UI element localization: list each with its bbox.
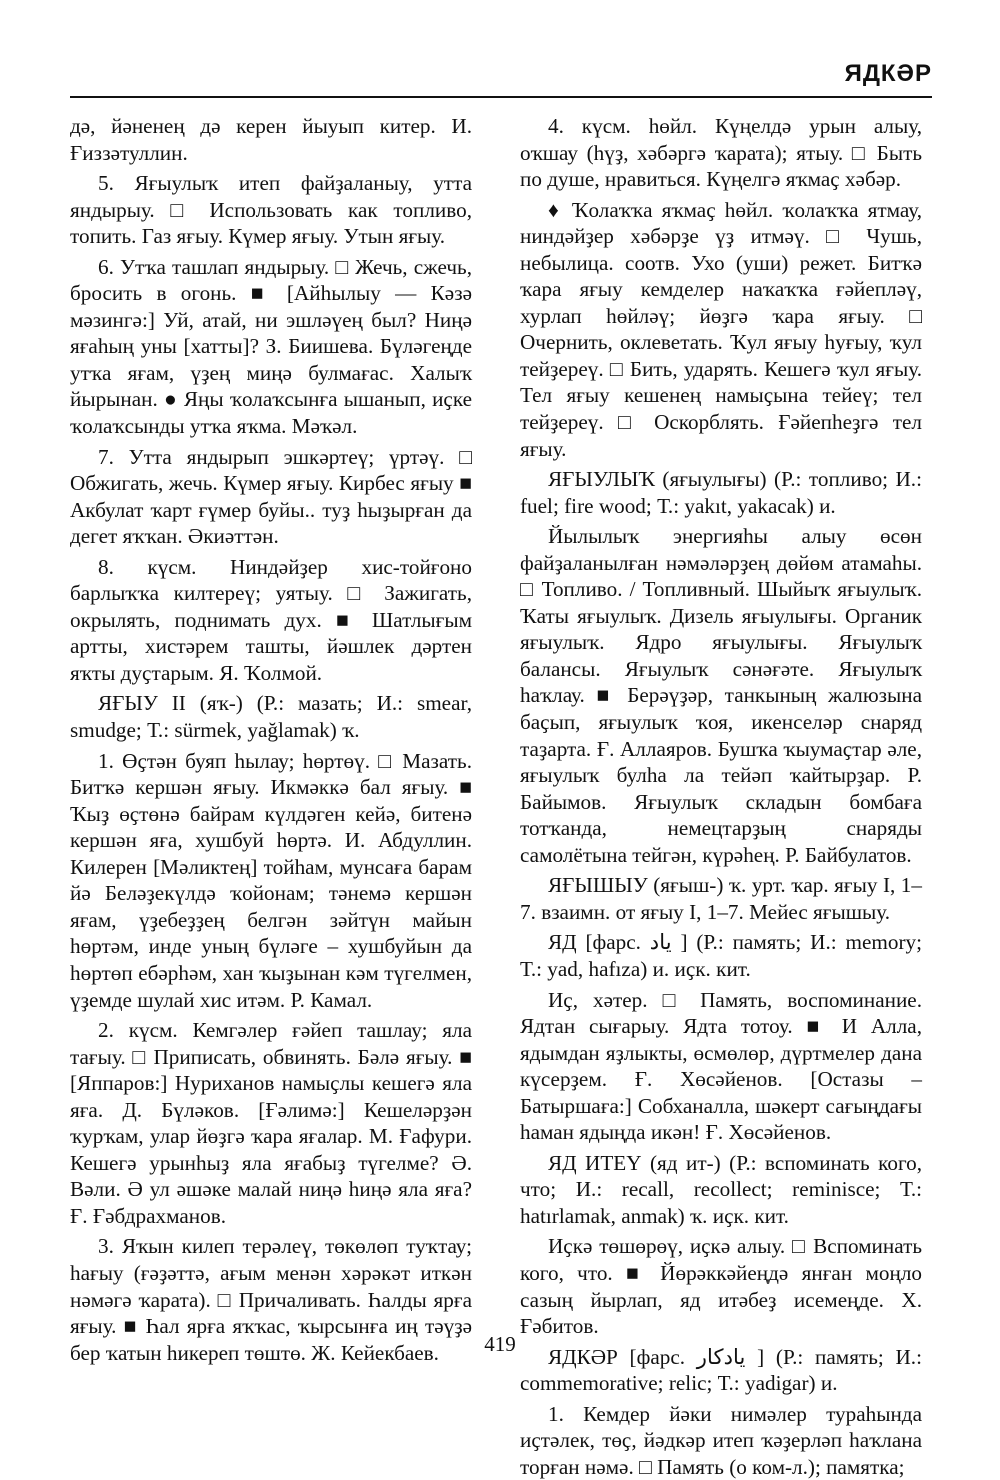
entry-paragraph: 4. күсм. һөйл. Күңелдә урын алыу, оҡшау (һүҙ, хәбәргә ҡарата); ятыу. □ Быть по душе, нравиться. Күңелгә яҡмаҫ хәбәр. — [520, 114, 922, 192]
entry-paragraph: 2. күсм. Кемгәлер ғәйеп ташлау; яла тағыу. □ Приписать, обвинять. Бәлә яғыу. ■ [Яппаров:] Нуриханов намыҫлы кешегә яла яға. Д. Бүләков. [Ғәлимә:] Кешеләрҙән ҡурҡам, улар йөҙгә ҡара яғалар. М. Ғафури. Кешегә урынһыҙ яла яғабыҙ түгелме? Ә. Вәли. Ә ул әшәке малай ниңә һиңә яла яға? Ғ. Ғәбдрахманов. — [70, 1018, 472, 1228]
entry-paragraph: 1. Кемдер йәки нимәлер тураһында иҫтәлек, төҫ, йәдкәр итеп ҡәҙерләп һаҡлана торған нәмә. □ Память (о ком-л.); памятка; — [520, 1401, 922, 1479]
entry-paragraph: 5. Яғыулыҡ итеп файҙаланыу, утта яндырыу. □ Использовать как топливо, топить. Газ яғыу. Күмер яғыу. Утын яғыу. — [70, 171, 472, 249]
left-column — [70, 113, 472, 1366]
page-number: 419 — [484, 1332, 516, 1356]
entry-paragraph: 8. күсм. Ниндәйҙер хис-тойғоно барлыҡҡа килтереү; уятыу. □ Зажигать, окрылять, поднимать дух. ■ Шатлығым артты, хистәрем ташты, йәшлек дәртен яҡты дуҫтарым. Я. Ҡолмой. — [70, 554, 472, 685]
entry-paragraph: 3. Яҡын килеп терәлеү, төкөлөп туҡтау; һағыу (ғәҙәттә, ағым менән хәрәкәт иткән нәмәгә ҡарата). □ Причаливать. Һалды ярға яғыу. ■ Һал ярға яҡҡас, ҡырсынға иң тәүҙә бер ҡатын һикереп төштө. Ж. Кейекбаев. — [70, 1234, 472, 1365]
header-title: ЯДКӘР — [844, 60, 932, 87]
right-column — [520, 113, 922, 1480]
entry-paragraph: Иҫ, хәтер. □ Память, воспоминание. Ядтан сығарыу. Ядта тотоу. ■ И Алла, ядымдан яҙлыкты, өсмөлөр, дүртмелер дана күсерҙем. Ғ. Хөсәйенов. [Остазы – Батыршаға:] Собханалла, шәкерт сағыңдағы һаман ядыңда икән! Ғ. Хөсәйенов. — [520, 987, 922, 1145]
entry-paragraph: 7. Утта яндырып эшкәртеү; үртәү. □ Обжигать, жечь. Күмер яғыу. Кирбес яғыу ■ Акбулат ҡарт ғүмер буйы.. туҙ һыҙырған да дегет яҡҡан. Әкиәттән. — [70, 444, 472, 549]
entry-paragraph: 6. Утҡа ташлап яндырыу. □ Жечь, сжечь, бросить в огонь. ■ [Айһылыу — Кәзә мәзингә:] Уй, атай, ни эшләүең был? Ниңә яғаһың уны [хатты]? З. Биишева. Бүләгеңде утҡа яғам, үҙең миңә булмағас. Халыҡ йырынан. ● Яңы ҡолаҡсынға ышанып, иҫке ҡолаҡсынды утҡа яҡма. Мәҡәл. — [70, 254, 472, 439]
headword-entry: ЯД [фарс. یاد ] (Р.: память; И.: memory; Т.: yad, hafıza) и. иҫк. кит. — [520, 930, 922, 981]
running-header — [70, 60, 932, 98]
entry-paragraph: Иҫкә төшөрөү, иҫкә алыу. □ Вспоминать кого, что. ■ Йөрәккәйеңдә янған моңло сазың йырлап, яд итәбеҙ исемеңде. Х. Ғәбитов. — [520, 1234, 922, 1339]
idiom-paragraph: ♦ Ҡолаҡҡа яҡмаҫ һөйл. ҡолаҡҡа ятмау, ниндәйҙер хәбәрҙе үҙ итмәү. □ Чушь, небылица. соотв. Ухо (уши) режет. Битҡә ҡара яғыу кемделер наҡаҡҡа ғәйепләү, хурлап һөйләү; йөҙгә ҡара яғыу. □ Очернить, оклеветать. Ҡул яғыу һуғыу, ҡул тейҙереү. □ Бить, ударять. Кешегә ҡул яғыу. Тел яғыу кешенең намыҫына тейеү; тел тейҙереү. □ Оскорблять. Ғәйепһеҙгә тел яғыу. — [520, 197, 922, 461]
headword-entry: ЯД ИТЕҮ (яд ит-) (Р.: вспоминать кого, что; И.: recall, recollect; reminisce; Т.: hatırlamak, anmak) ҡ. иҫк. кит. — [520, 1150, 922, 1228]
entry-paragraph: Йылылыҡ энергияһы алыу өсөн файҙаланылған нәмәләрҙең дөйөм атамаһы. □ Топливо. / Топливный. Шыйыҡ яғыулыҡ. Ҡаты яғыулыҡ. Дизель яғыулығы. Органик яғыулыҡ. Ядро яғыулығы. Яғыулыҡ балансы. Яғыулыҡ сәнәғәте. Яғыулыҡ һаҡлау. ■ Берәүҙәр, танкының жалюзына баҫып, яғыулыҡ ҡоя, икенселәр снаряд таҙарта. Ғ. Аллаяров. Бушҡа ҡыумаҫтар әле, яғыулыҡ булһа ла тейәп ҡайтырҙар. Р. Байымов. Яғыулыҡ складын бомбаға тотҡанда, немецтарҙың снаряды самолётына тейгән, күрәһең. Р. Байбулатов. — [520, 524, 922, 867]
headword-entry: ЯДКӘР [фарс. یادکار ] (Р.: память; И.: commemorative; relic; Т.: yadigar) и. — [520, 1344, 922, 1396]
headword-entry: ЯҒЫУ II (яҡ-) (Р.: мазать; И.: smear, smudge; Т.: sürmek, yağlamak) ҡ. — [70, 691, 472, 743]
headword-entry: ЯҒЫУЛЫҠ (яғыулығы) (Р.: топливо; И.: fuel; fire wood; Т.: yakıt, yakacak) и. — [520, 467, 922, 518]
headword-entry: ЯҒЫШЫУ (яғыш-) ҡ. урт. ҡар. яғыу I, 1–7. взаимн. от яғыу I, 1–7. Мейес яғышыу. — [520, 873, 922, 924]
entry-paragraph: 1. Өҫтән буяп һылау; һөртөү. □ Мазать. Битҡә кершән яғыу. Икмәккә бал яғыу. ■ Ҡыҙ өҫтөнә байрам күлдәген кейә, битенә кершән яға, хушбуй һөртә. И. Абдуллин. Килерен [Мәликтең] тойһам, мунсаға барам йә Беләҙекүлдә ҡойонам; тәнемә кершән яғам, үҙебеҙҙең белгән зәйтүн майын һөртәм, инде уның бүләге – хушбуйын да һөртөп ебәрһәм, хан ҡыҙынан кәм түгелмен, үҙемде шулай хис итәм. Р. Камал. — [70, 748, 472, 1012]
entry-paragraph: дә, йәненең дә керен йыуып китер. И. Ғиззәтуллин. — [70, 114, 472, 165]
